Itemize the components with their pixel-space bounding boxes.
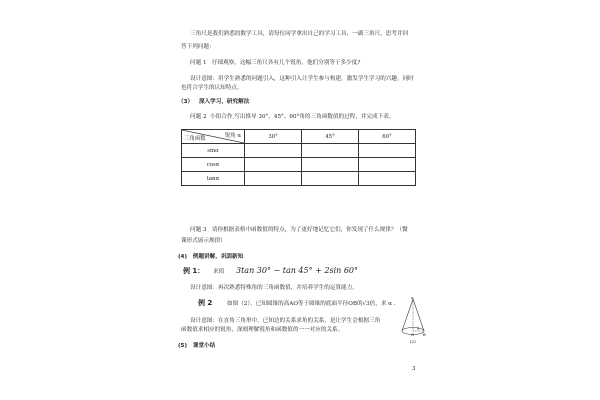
figure-label-o: O (411, 333, 414, 337)
table-cell (359, 144, 416, 158)
example-1-formula: 3tan 30° − tan 45° + 2sin 60° (236, 266, 359, 275)
cone-figure (400, 297, 426, 345)
section-3-heading (178, 99, 249, 106)
design-intent-2: 设计意图：再次熟悉特殊角的三角函数值，并培养学生的运算能力。 (190, 285, 358, 291)
question-1-label: 问题 1 (190, 60, 207, 66)
design-intent-3-line-2: 函数值求相应的锐角，深刻理解锐角和函数值的一一对应的关系。 (181, 327, 344, 333)
question-1-text: 仔细观察，这幅三角尺各有几个锐角，他们分别等于多少度? (211, 60, 361, 66)
figure-label-a: A (411, 297, 414, 300)
question-3-text: 请你根据表格中函数值的特点，为了更好地记忆它们，你发现了什么规律？（微 (211, 227, 408, 233)
example-1-prompt: 求值 (213, 269, 225, 275)
table-cell (245, 172, 302, 186)
example-1-label: 例 1： (183, 267, 205, 275)
intro-line-2: 答下列问题： (181, 44, 215, 50)
design-intent-1-line-1: 设计意图：用学生熟悉的问题引入，这种引入让学生参与构建，激发学生学习的兴趣，同时 (190, 76, 414, 82)
page-number: 3 (412, 366, 416, 372)
table-cell (302, 144, 359, 158)
question-3-line-2: 课形式展示规律） (181, 238, 226, 244)
design-intent-1-line-2: 也符合学生的认知特点。 (181, 85, 243, 91)
section-5-title: 课堂小结 (192, 343, 216, 349)
section-4-title: 例题讲解，巩固新知 (192, 254, 244, 260)
example-2-text: 如图（2），已知圆锥的高AO等于圆锥的底面半径OB的√3倍，求 α . (227, 301, 396, 307)
column-header: 60° (359, 130, 416, 144)
section-3-title: 深入学习，研究解法 (198, 99, 250, 105)
section-5-number: (5) (178, 343, 188, 349)
intro-line-1: 三角尺是我们熟悉的数学工具，请每位同学拿出自己的学习工具，一副三角尺，思考并回 (190, 31, 409, 37)
figure-caption: (2) (410, 339, 416, 344)
table-row (182, 144, 416, 158)
table-cell (245, 144, 302, 158)
table-cell (245, 158, 302, 172)
question-3-label: 问题 3 (190, 227, 207, 233)
table-cell (359, 172, 416, 186)
section-4-heading (178, 254, 243, 261)
row-header: sinα (182, 144, 245, 158)
table-cell (302, 158, 359, 172)
question-1 (190, 60, 360, 67)
table-corner-cell (182, 130, 245, 144)
section-3-number: （3） (178, 99, 194, 105)
section-4-number: (4) (178, 254, 188, 260)
table-row (182, 172, 416, 186)
question-3-line-1 (190, 227, 408, 234)
table-cell (302, 172, 359, 186)
question-2-label: 问题 2 (190, 114, 207, 120)
trig-values-table (181, 129, 416, 186)
column-header: 45° (302, 130, 359, 144)
question-2-text: 小组合作,写出推导 30°、45°、60°角的三角函数值的过程，并完成下表。 (210, 114, 395, 120)
example-2-label: 例 2 (198, 299, 213, 307)
corner-bottom-label: 三角函数 (184, 136, 206, 142)
row-header: cosα (182, 158, 245, 172)
table-header-row (182, 130, 416, 144)
table-row (182, 158, 416, 172)
design-intent-3-line-1: 设计意图：在直角三角形中，已知边的关系求角的关系，是让学生会根据三角 (190, 318, 381, 324)
corner-top-label: 锐角 α (224, 133, 241, 139)
table-cell (359, 158, 416, 172)
figure-label-b: B (423, 333, 426, 337)
section-5-heading (178, 343, 215, 350)
row-header: tanα (182, 172, 245, 186)
figure-label-alpha: α (417, 326, 420, 331)
column-header: 30° (245, 130, 302, 144)
question-2 (190, 114, 394, 121)
